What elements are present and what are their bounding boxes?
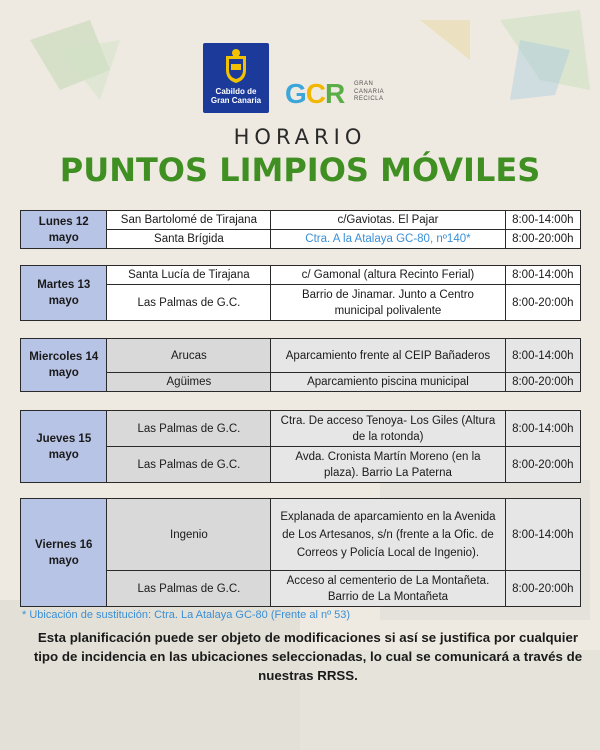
ubicacion-cell: Aparcamiento frente al CEIP Bañaderos bbox=[271, 339, 505, 373]
gcr-logo bbox=[285, 78, 385, 109]
horario-cell: 8:00-14:00h bbox=[505, 339, 580, 373]
gcr-sub1: GRAN bbox=[354, 81, 374, 87]
municipio-cell: Santa Lucía de Tirajana bbox=[107, 266, 271, 285]
cabildo-logo bbox=[203, 43, 269, 113]
ubicacion-cell: Aparcamiento piscina municipal bbox=[271, 373, 505, 392]
gcr-sub2: CANARIA bbox=[354, 88, 385, 95]
day-cell: Martes 13 mayo bbox=[21, 266, 107, 321]
horario-cell: 8:00-14:00h bbox=[505, 499, 580, 571]
schedule-thursday bbox=[20, 410, 581, 483]
ubicacion-cell: c/ Gamonal (altura Recinto Ferial) bbox=[271, 266, 505, 285]
day-cell: Miercoles 14 mayo bbox=[21, 339, 107, 392]
cabildo-line2: Gran Canaria bbox=[210, 96, 262, 105]
horario-cell: 8:00-20:00h bbox=[505, 571, 580, 607]
municipio-cell: Arucas bbox=[107, 339, 271, 373]
horario-cell: 8:00-14:00h bbox=[505, 211, 580, 230]
footnote: * Ubicación de sustitución: Ctra. La Atalaya GC-80 (Frente al nº 53) bbox=[22, 609, 351, 621]
ubicacion-cell: Barrio de Jinamar. Junto a Centro municipal polivalente bbox=[271, 285, 505, 321]
ubicacion-cell: c/Gaviotas. El Pajar bbox=[271, 211, 505, 230]
page-subtitle: HORARIO bbox=[233, 125, 367, 149]
municipio-cell: Las Palmas de G.C. bbox=[107, 285, 271, 321]
horario-cell: 8:00-20:00h bbox=[505, 373, 580, 392]
day-cell: Lunes 12 mayo bbox=[21, 211, 107, 249]
municipio-cell: Ingenio bbox=[107, 499, 271, 571]
municipio-cell: Las Palmas de G.C. bbox=[107, 411, 271, 447]
ubicacion-cell: Avda. Cronista Martín Moreno (en la plaza). Barrio La Paterna bbox=[271, 447, 505, 483]
gcr-mark: GCR bbox=[285, 78, 345, 109]
municipio-cell: Las Palmas de G.C. bbox=[107, 571, 271, 607]
horario-cell: 8:00-14:00h bbox=[505, 266, 580, 285]
schedule-wednesday bbox=[20, 338, 581, 392]
day-cell: Jueves 15 mayo bbox=[21, 411, 107, 483]
municipio-cell: San Bartolomé de Tirajana bbox=[107, 211, 271, 230]
municipio-cell: Santa Brígida bbox=[107, 230, 271, 249]
schedule-tuesday bbox=[20, 265, 581, 321]
horario-cell: 8:00-14:00h bbox=[505, 411, 580, 447]
ubicacion-cell: Explanada de aparcamiento en la Avenida de Los Artesanos, s/n (frente a la Ofic. de Correos y Policía Local de Ingenio). bbox=[271, 499, 505, 571]
day-cell: Viernes 16 mayo bbox=[21, 499, 107, 607]
page-title: PUNTOS LIMPIOS MÓVILES bbox=[59, 151, 541, 189]
schedule-friday bbox=[20, 498, 581, 607]
ubicacion-cell: Ctra. A la Atalaya GC-80, nº140* bbox=[271, 230, 505, 249]
horario-cell: 8:00-20:00h bbox=[505, 447, 580, 483]
schedule-monday bbox=[20, 210, 581, 249]
cabildo-line1: Cabildo de bbox=[215, 87, 257, 96]
horario-cell: 8:00-20:00h bbox=[505, 230, 580, 249]
ubicacion-cell: Ctra. De acceso Tenoya- Los Giles (Altura de la rotonda) bbox=[271, 411, 505, 447]
gcr-sub3: RECICLA bbox=[354, 96, 384, 102]
ubicacion-cell: Acceso al cementerio de La Montañeta. Barrio de La Montañeta bbox=[271, 571, 505, 607]
municipio-cell: Agüimes bbox=[107, 373, 271, 392]
municipio-cell: Las Palmas de G.C. bbox=[107, 447, 271, 483]
crest-icon bbox=[221, 48, 251, 84]
notice-text: Esta planificación puede ser objeto de modificaciones si así se justifica por cualquier tipo de incidencia en las ubicaciones seleccionadas, lo cual se comunicará a través de nuestras RRSS. bbox=[33, 630, 583, 683]
horario-cell: 8:00-20:00h bbox=[505, 285, 580, 321]
